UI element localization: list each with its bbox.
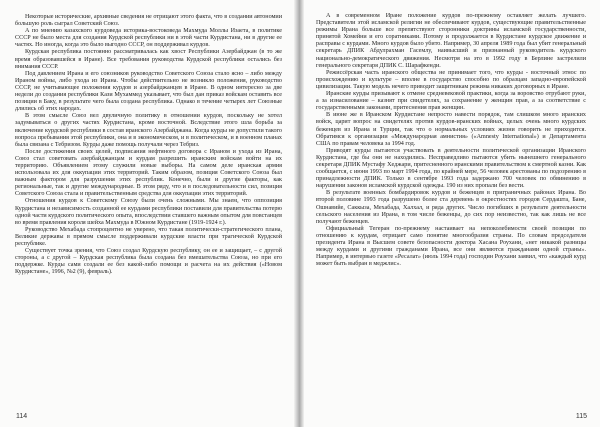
page-number-right: 115 bbox=[575, 413, 587, 420]
paragraph: А по мнению казахского курдоведа историка-востоковеда Махмуда Моллы Изаета, в политике СССР не было места для создания Курдской республики ни в этой части Курдистана, ни в другие ее частях. Но иногда, когда это было выгодно СССР, он поддерживал курдов. bbox=[15, 28, 282, 49]
right-page bbox=[304, 0, 600, 427]
left-page-body bbox=[15, 14, 282, 412]
paragraph: Руководство Мехабада стопроцентно не уверено, что такая политически-стратегического плана, Великие державы в прямом смысле поддерживали курдские власти при трагической Курдской республике. bbox=[15, 226, 282, 247]
paragraph: Официальный Тегеран по-прежнему настаивает на непоколебимости своей позиции по отношению к курдам, отрицает само понятие многообразия страны. По словам председателя президента Ирана в Высшем совете безопасности доктора Хасана Роухани, «нет никакой разницы между курдами и другими гражданами Ирана, все они являются гражданами одной страны». Например, в интервью газете «Ресалат» (июль 1994 года) господин Роухани заявил, что «каждый курд может быть выбран в меджлис». bbox=[316, 225, 586, 268]
paragraph: Иранские курды призывают к отмене средневековой практики, когда за воровство отрубают руки, а за изнасилование – казнят при свидетелях, за сохранение у женщин прав, а за соответствие с государственными законами, притеснения прав женщин. bbox=[316, 91, 586, 112]
right-page-body bbox=[316, 13, 586, 411]
paragraph: В этом смысле Союз вел двуличную политику в отношении курдов, поскольку не хотел задумываться о других частях Курдистана, кроме восточной. Вследствие этого шла борьба за включение курдской республики в состав иранского Азербайджана. Когда курды не допустили такого вопроса пребывания этой республики, она и в экономическом, и в политическом, и в военном планах была связана с Тебризом. Курды даже помощь получали через Тебриз. bbox=[15, 113, 282, 148]
paragraph: Курдская республика постоянно рассматривалась как хвост Республики Азербайджан (в то же время образовавшейся в Иране). Все требования руководства Курдской республики остались без внимания СССР. bbox=[15, 49, 282, 70]
left-page bbox=[0, 0, 294, 427]
paragraph: В результате военных бомбардировок курдов и беженцев в приграничных районах Ирана. Во второй половине 1993 года разрушено более ста деревень в окрестностях городов Сердашта, Бане, Ошнавийе, Саккыза, Мехабада, Халхал, и ряда других. Число погибших в результате деятельности сельского населения из Ирана, в том числе беженцы, до сих пор неизвестно, так как лишь не все получают беженцев. bbox=[316, 190, 586, 225]
paragraph: Приводят курды пытаются участвовать в деятельности политической организации Иранского Курдистана, где бы они не находились. Несправедливо пытаются убить нынешнего генерального секретаря ДПИК Мустафу Хеджари, притесненного иранскими правительством к смертной казни. Как сообщается, с июня 1993 по март 1994 года, по крайней мере, 56 человек арестованы по подозрению в принадлежности ДПИК. Только в сентябре 1993 года задержано 700 человек по обвинению в нарушении законов исламской курдской одежды. 190 из них пропали без вести. bbox=[316, 147, 586, 190]
page-number-left: 114 bbox=[16, 413, 28, 420]
paragraph: Режиссёрская часть иранского общества не принимает того, что курды - восточный этнос по происхождению и культуре – вполне в государство способно по образцам западно-европейской цивилизации. Такую модель нечего приводит защитникам режима никаких договорных в Иране. bbox=[316, 69, 586, 90]
paragraph: В июне же в Иранском Курдистане непросто навести порядок, там слишком много иранских войск, царит вопрос на свидетелях против курдов-иранских войнах, целых очень много курдских беженцев из Ирана и Турции, так что о нормальных условиях жизни говорить не приходится. Обратимся к организации «Международная амнистия» («Amnesty International») и Департамента США по правам человека за 1994 год. bbox=[316, 112, 586, 147]
paragraph: Под давлением Ирана и его союзников руководство Советского Союза стало ясно – либо между Ираном войны, либо ухода из Ирана. Чтобы действительно не возникло положения, руководство СССР, не учитывающее положения курдов и азербайджанцев в Иране. В одном интересно за две недели до создания республики Кази Мухаммед указывает, что был дан приказ войскам оставить все позиции в Баку, в результате чего была создана республика. Однако в течение четырех лет Союзные длились об этих народах. bbox=[15, 70, 282, 113]
paragraph: А в современном Иране положение курдов по-прежнему оставляет желать лучшего. Представители этой исламской религии не обеспечивают курдов, существующие правительственные режимы Ирана больше все препятствуют сторонники доктрины исламской государственности, принятой Хомейни и его соратниками. Потому и продолжается в Курдистане курдское движение и расправы с курдами. Много курдов было убито. Например, 30 апреля 1989 года был убит генеральный секретарь ДПИК Абдулрахман Гасемлу, наивысший и признанный руководитель курдского национально-демократического движения. Несмотря на это в 1992 году в Берлине застрелили генерального секретаря ДПИК С. Шарафкенди. bbox=[316, 13, 586, 69]
paragraph: Существует точка зрения, что Союз создал Курдскую республику, он ее и защищает, – с другой стороны, а с другой – Курдская республика была создана без вмешательства Союза, но при его поддержке. Курды сами создали ее без какой-либо помощи и расчета на их действия («Новом Курдистане», 1996, №2 (9), февраль). bbox=[15, 248, 282, 276]
book-gutter bbox=[294, 0, 304, 427]
paragraph: Некоторые исторические, архивные сведения не отрицают этого факта, что в создании автономии большую роль сыграл Советский Союз. bbox=[15, 14, 282, 28]
paragraph: Отношения курдов к Советскому Союзу были очень сложными. Мы знаем, что оппозиция Курдистана и независимость созданной ее курдами республики поставили для правительства потерю одной части курдского политического опыта, впоследствии ставшего важным опытом для повстанцев во время правления короля шейха Махмуда в Южном Курдистане (1919-1924 г.). bbox=[15, 198, 282, 226]
paragraph: После достижения своих целей, подписания нефтяного договора с Ираном и ухода из Ирана, Союз стал советовать азербайджанцам и курдам разрешить иранским войскам войти на их территорию. Объявлением этому служили новые выборы. На самом деле иранская армия использовала их для оккупации этих территорий. Таким образом, позиция Советского Союза был важным фактором для разрушения этих республик. Конечно, были и другие факторы, как региональные, так и другие международные. В этом ряду, что и в последовательности сил, позиция Советского Союза стала и правительственным средства для оккупации этих территорий. bbox=[15, 148, 282, 198]
